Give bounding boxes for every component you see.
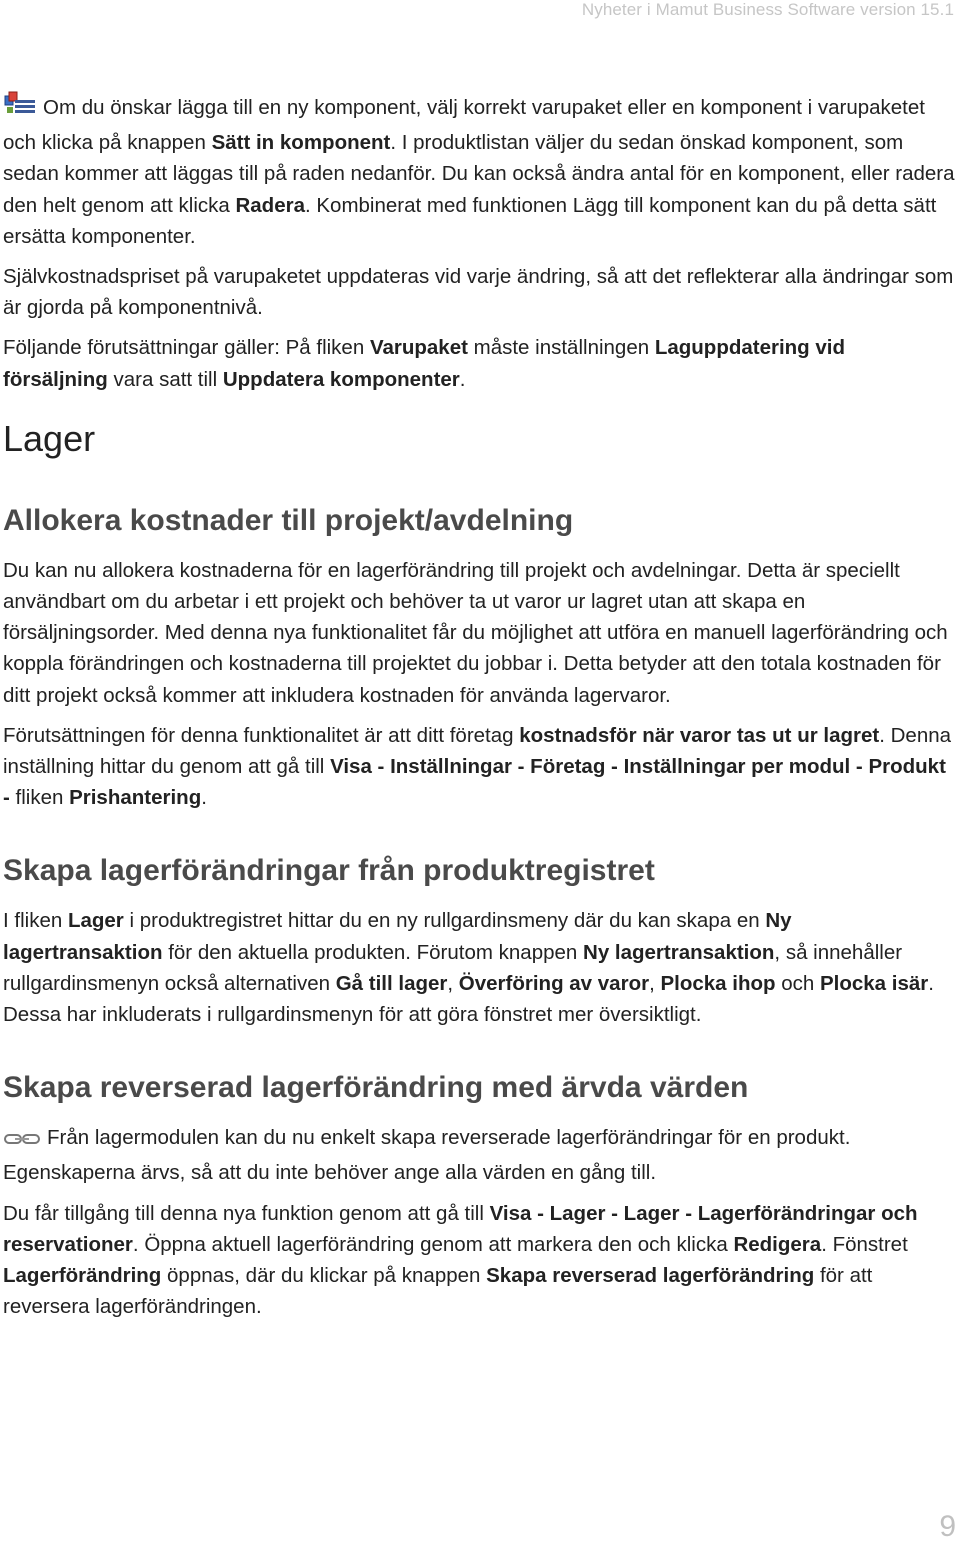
text-run: fliken bbox=[9, 786, 70, 810]
bold-term: Visa - Lager - Lager - Lagerförändringar och reservationer bbox=[3, 1201, 918, 1256]
produktregistret-paragraph bbox=[3, 905, 955, 1030]
text-run: . Öppna aktuell lagerförändring genom att markera den och klicka bbox=[132, 1232, 734, 1256]
bold-term: Lagerförändring bbox=[3, 1264, 162, 1288]
text-run: i produktregistret hittar du en ny rullgardinsmeny där du kan skapa en bbox=[123, 909, 766, 933]
heading-allokera-kostnader: Allokera kostnader till projekt/avdelning bbox=[3, 503, 574, 537]
text-run: Självkostnadspriset på varupaketet uppdateras vid varje ändring, så att det reflekterar alla ändringar som är gjorda på komponentnivå. bbox=[3, 265, 954, 320]
heading-skapa-lagerforandringar: Skapa lagerförändringar från produktregistret bbox=[3, 854, 655, 888]
text-run: måste inställningen bbox=[467, 336, 655, 360]
heading-reverserad-lagerforandring: Skapa reverserad lagerförändring med ärvda värden bbox=[3, 1071, 749, 1105]
intro-paragraph-1 bbox=[3, 90, 955, 252]
text-run: för den aktuella produkten. Förutom knappen bbox=[162, 940, 584, 964]
bold-term: Varupaket bbox=[369, 336, 468, 360]
document-body bbox=[3, 90, 955, 1331]
text-run: vara satt till bbox=[107, 367, 223, 391]
bold-term: Överföring av varor bbox=[458, 971, 650, 995]
bold-term: Redigera bbox=[733, 1232, 822, 1256]
text-run: . bbox=[459, 367, 466, 391]
reverserad-paragraph-1 bbox=[3, 1122, 955, 1188]
text-run: . Dessa har inkluderats i rullgardinsmenyn för att göra fönstret mer översiktligt. bbox=[3, 971, 934, 1027]
text-run: . Kombinerat med funktionen Lägg till komponent kan du på detta sätt ersätta komponenter. bbox=[3, 193, 937, 248]
bold-term: Gå till lager bbox=[335, 971, 448, 995]
bold-term: Plocka ihop bbox=[660, 971, 776, 995]
text-run: . Fönstret bbox=[821, 1232, 908, 1256]
bold-term: Lager bbox=[67, 909, 124, 933]
text-run: . I produktlistan väljer du sedan önskad komponent, som sedan kommer att läggas till på raden nedanför. Du kan också ändra antal för en komponent, eller radera den helt genom att klicka bbox=[3, 131, 955, 217]
bold-term: Prishantering bbox=[69, 786, 202, 810]
text-run: , så innehåller rullgardinsmenyn också alternativen bbox=[3, 940, 903, 995]
text-run: och bbox=[775, 971, 820, 995]
intro-paragraph-2 bbox=[3, 261, 955, 323]
component-list-icon bbox=[3, 90, 37, 127]
text-run: , bbox=[447, 971, 459, 995]
bold-term: Skapa reverserad lagerförändring bbox=[486, 1264, 815, 1288]
text-run: Följande förutsättningar gäller: På fliken bbox=[3, 336, 370, 360]
bold-term: Ny lagertransaktion bbox=[3, 909, 792, 964]
text-run: . Denna inställning hittar du genom att gå till bbox=[3, 723, 952, 779]
text-run: öppnas, där du klickar på knappen bbox=[161, 1264, 487, 1288]
bold-term: kostnadsför när varor tas ut ur lagret bbox=[519, 723, 880, 747]
text-run: . bbox=[201, 786, 207, 810]
bold-term: Sätt in komponent bbox=[211, 131, 391, 155]
reverserad-paragraph-2 bbox=[3, 1198, 955, 1323]
section-title-lager: Lager bbox=[3, 417, 96, 459]
bold-term: Radera bbox=[235, 193, 305, 217]
text-run: Du kan nu allokera kostnaderna för en lagerförändring till projekt och avdelningar. Detta är speciellt användbart om du arbetar i ett projekt och behöver ta ut varor ur lagret utan att skapa en försäljningsorder. Med denna nya funktionalitet får du möjlighet att utföra en manuell lagerförändring och koppla förändringen och kostnaderna till projektet du jobbar i. Detta betyder att den totala kostnaden för ditt projekt också kommer att inkludera kostnaden för använda lagervaror. bbox=[3, 558, 948, 707]
text-run: Förutsättningen för denna funktionalitet är att ditt företag bbox=[3, 723, 520, 747]
bold-term: Visa - Inställningar - Företag - Inställningar per modul - Produkt - bbox=[3, 755, 946, 810]
page-number: 9 bbox=[939, 1510, 956, 1543]
text-run: för att reversera lagerförändringen. bbox=[3, 1264, 873, 1319]
allokera-paragraph-1 bbox=[3, 555, 955, 711]
bold-term: Laguppdatering vid försäljning bbox=[3, 336, 846, 391]
bold-term: Ny lagertransaktion bbox=[583, 940, 775, 964]
text-run: I fliken bbox=[3, 909, 68, 933]
link-chain-icon bbox=[3, 1126, 41, 1157]
bold-term: Uppdatera komponenter bbox=[222, 367, 460, 391]
allokera-paragraph-2 bbox=[3, 720, 955, 814]
text-run: Du får tillgång till denna nya funktion genom att gå till bbox=[3, 1201, 490, 1225]
text-run: , bbox=[649, 971, 661, 995]
bold-term: Plocka isär bbox=[819, 971, 929, 995]
intro-paragraph-3 bbox=[3, 332, 955, 394]
text-run: Från lagermodulen kan du nu enkelt skapa reverserade lagerförändringar för en produkt. Egenskaperna ärvs, så att du inte behöver ange alla värden en gång till. bbox=[3, 1126, 851, 1185]
running-header: Nyheter i Mamut Business Software version 15.1 bbox=[581, 0, 954, 19]
text-run: Om du önskar lägga till en ny komponent, välj korrekt varupaket eller en komponent i varupaketet och klicka på knappen bbox=[3, 96, 925, 155]
